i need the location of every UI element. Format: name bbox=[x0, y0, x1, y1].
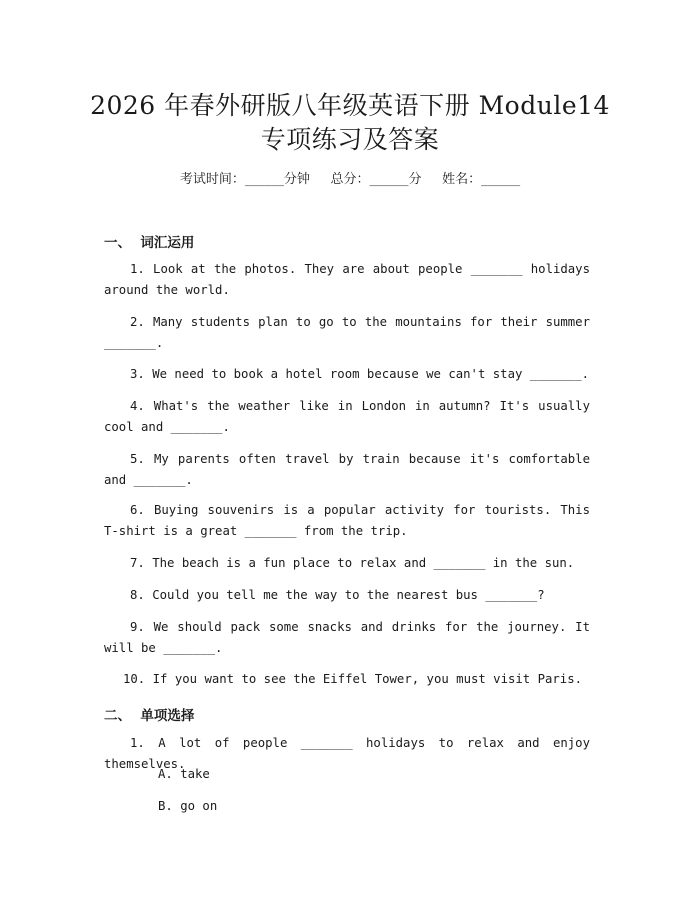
document-title-line-2: 专项练习及答案 bbox=[260, 125, 440, 154]
question-number: 2. bbox=[130, 315, 145, 329]
exam-info-line: 考试时间：______分钟 总分：______分 姓名：______ bbox=[179, 172, 521, 187]
question-item bbox=[104, 617, 590, 659]
question-number: 4. bbox=[130, 399, 145, 413]
question-text: We should pack some snacks and drinks for the journey. It will be _______. bbox=[104, 620, 590, 655]
question-text: What's the weather like in London in autumn? It's usually cool and _______. bbox=[104, 399, 590, 434]
section-heading-vocabulary: 一、 词汇运用 bbox=[104, 235, 195, 251]
question-item bbox=[104, 500, 590, 542]
question-number: 1. bbox=[130, 262, 145, 276]
question-number: 10. bbox=[123, 672, 146, 686]
question-number: 9. bbox=[130, 620, 145, 634]
question-number: 3. bbox=[130, 367, 145, 381]
question-text: The beach is a fun place to relax and _______ in the sun. bbox=[144, 556, 575, 570]
question-text: Many students plan to go to the mountains for their summer _______. bbox=[104, 315, 590, 350]
question-item bbox=[104, 312, 590, 354]
question-text: My parents often travel by train because it's comfortable and _______. bbox=[104, 452, 590, 487]
document-title-line-1: 2026 年春外研版八年级英语下册 Module14 bbox=[90, 91, 610, 120]
question-text: Look at the photos. They are about people _______ holidays around the world. bbox=[104, 262, 590, 297]
question-text: Could you tell me the way to the nearest bus _______? bbox=[144, 588, 545, 602]
question-text: Buying souvenirs is a popular activity for tourists. This T-shirt is a great _______ from the trip. bbox=[104, 503, 590, 538]
question-number: 1. bbox=[130, 736, 145, 750]
question-number: 7. bbox=[130, 556, 145, 570]
section-heading-multiple-choice: 二、 单项选择 bbox=[104, 708, 195, 724]
question-text: If you want to see the Eiffel Tower, you must visit Paris. bbox=[145, 672, 583, 686]
question-item bbox=[104, 364, 590, 385]
question-number: 6. bbox=[130, 503, 145, 517]
answer-option-a: A. take bbox=[158, 767, 210, 781]
question-item bbox=[104, 449, 590, 491]
question-item bbox=[104, 669, 590, 690]
question-item bbox=[104, 396, 590, 438]
question-text: A lot of people _______ holidays to relax and enjoy themselves. bbox=[104, 736, 590, 771]
question-item bbox=[104, 553, 590, 574]
question-item bbox=[104, 259, 590, 301]
question-number: 8. bbox=[130, 588, 145, 602]
question-number: 5. bbox=[130, 452, 145, 466]
question-item bbox=[104, 585, 590, 606]
question-text: We need to book a hotel room because we can't stay _______. bbox=[144, 367, 590, 381]
answer-option-b: B. go on bbox=[158, 799, 218, 813]
